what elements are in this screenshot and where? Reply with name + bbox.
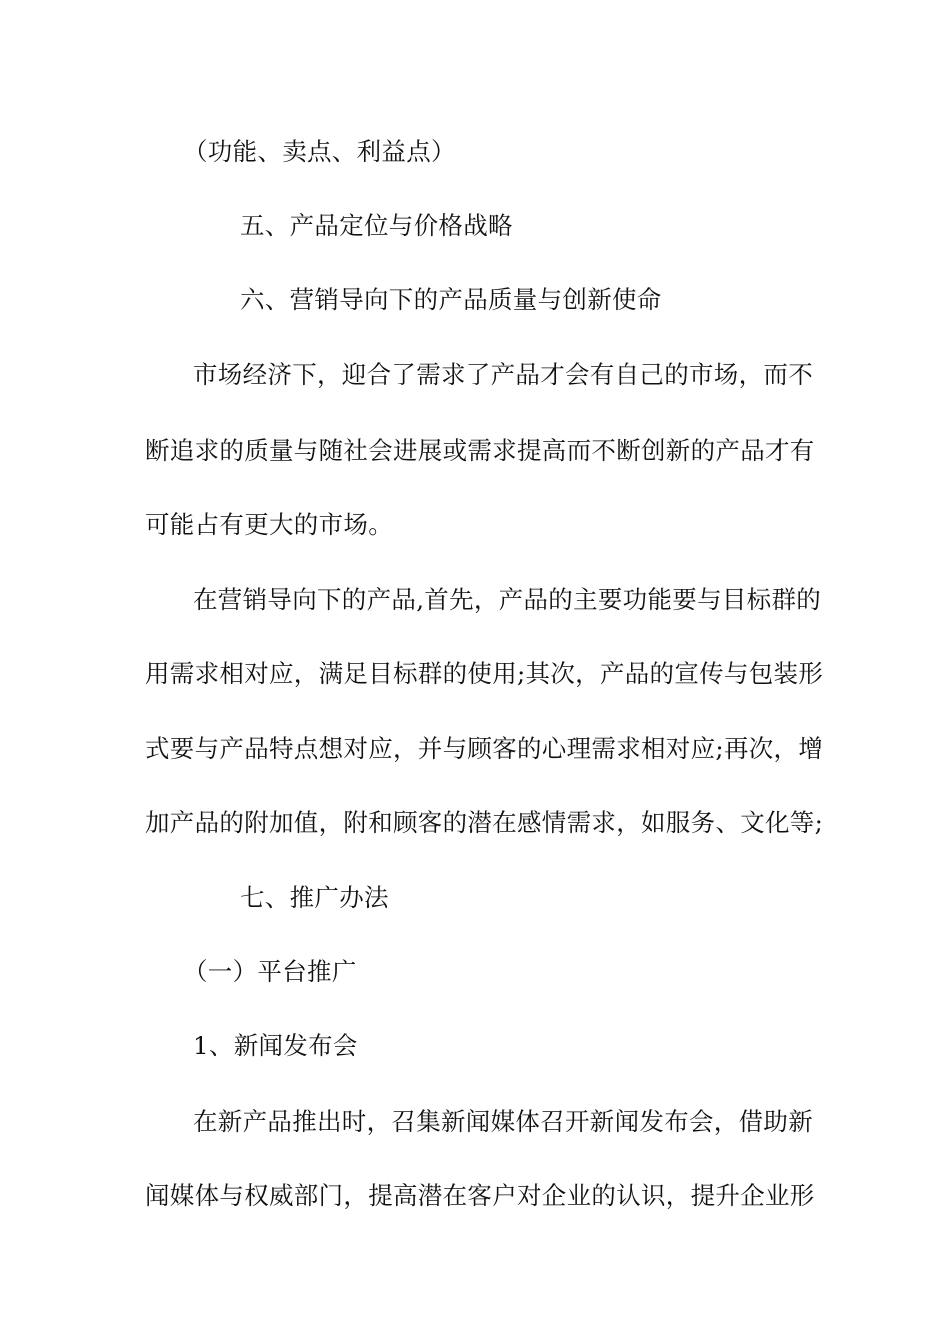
paragraph-line: 断追求的质量与随社会进展或需求提高而不断创新的产品才有 bbox=[145, 436, 815, 465]
paragraph-line: 在营销导向下的产品,首先，产品的主要功能要与目标群的 bbox=[193, 585, 822, 614]
paragraph-line: 在新产品推出时，召集新闻媒体召开新闻发布会，借助新 bbox=[193, 1107, 813, 1136]
subheading-features: （功能、卖点、利益点） bbox=[183, 137, 456, 166]
paragraph-line: 式要与产品特点想对应，并与顾客的心理需求相对应;再次，增 bbox=[145, 734, 824, 763]
paragraph-line: 可能占有更大的市场。 bbox=[145, 510, 393, 539]
paragraph-line: 闻媒体与权威部门，提高潜在客户对企业的认识，提升企业形 bbox=[145, 1181, 815, 1210]
heading-section-6: 六、营销导向下的产品质量与创新使命 bbox=[240, 285, 662, 314]
paragraph-line: 用需求相对应，满足目标群的使用;其次，产品的宣传与包装形 bbox=[145, 659, 824, 688]
paragraph-line: 加产品的附加值，附和顾客的潜在感情需求，如服务、文化等; bbox=[145, 808, 824, 837]
heading-section-7: 七、推广办法 bbox=[240, 883, 389, 912]
heading-section-5: 五、产品定位与价格战略 bbox=[240, 211, 513, 240]
paragraph-line: 市场经济下，迎合了需求了产品才会有自己的市场，而不 bbox=[193, 360, 813, 389]
subheading-platform-promotion: （一）平台推广 bbox=[183, 957, 357, 986]
subheading-press-conference: 1、新闻发布会 bbox=[193, 1031, 358, 1060]
